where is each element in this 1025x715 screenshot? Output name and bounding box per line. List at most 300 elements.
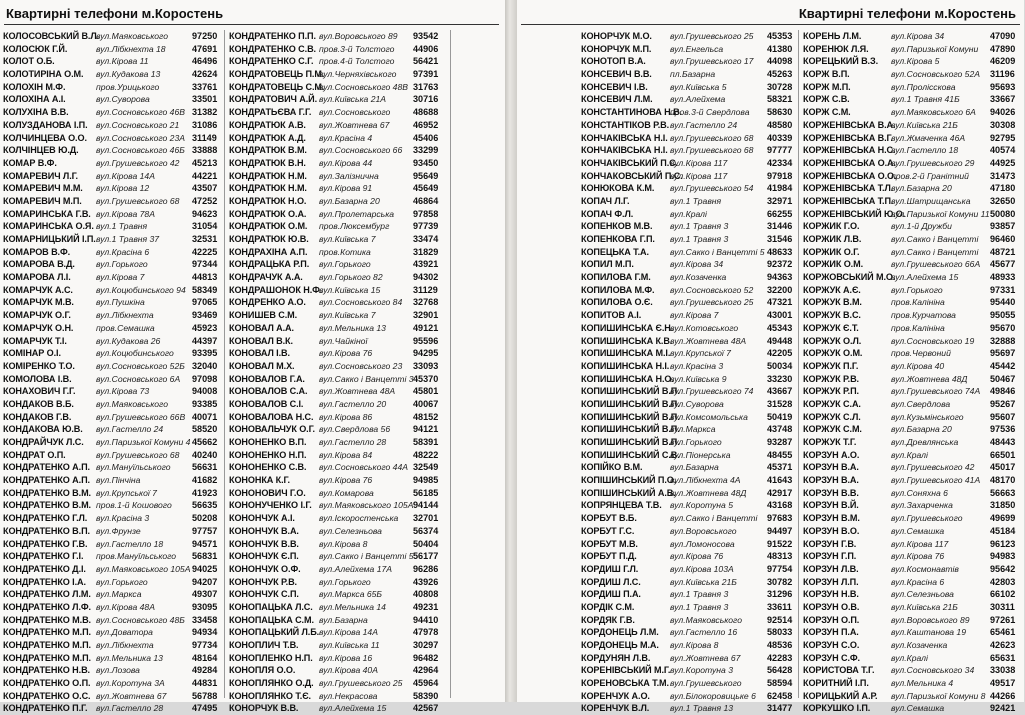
column-divider bbox=[798, 30, 799, 698]
subscriber-address: вул.Воровського bbox=[670, 525, 737, 536]
phone-number: 48455 bbox=[767, 449, 793, 460]
header-rule bbox=[4, 24, 499, 25]
subscriber-name: КОРЗУН Н.В. bbox=[803, 589, 859, 600]
phone-number: 50080 bbox=[990, 208, 1016, 219]
subscriber-name: КОРКУШКО І.П. bbox=[803, 703, 871, 714]
subscriber-name: КОНДРАТЕНКО Г.В. bbox=[3, 538, 88, 549]
subscriber-address: вул.Сакко і Ванцетті bbox=[891, 246, 979, 257]
subscriber-address: вул.Свердлова 56 bbox=[319, 424, 391, 435]
subscriber-name: КОМАРЧУК Т.І. bbox=[3, 335, 67, 346]
subscriber-address: вул.Сосновського bbox=[319, 107, 391, 118]
subscriber-address: вул.Маяковського bbox=[96, 31, 168, 41]
directory-entry bbox=[581, 106, 793, 119]
subscriber-name: КОРБУТ Г.С. bbox=[581, 525, 635, 536]
subscriber-name: КОРЖЕНІВСЬКА В.А. bbox=[803, 119, 896, 130]
subscriber-address: вул.Алейхема 15 bbox=[319, 703, 387, 714]
phone-number: 32200 bbox=[767, 284, 793, 295]
phone-number: 93857 bbox=[990, 221, 1016, 232]
subscriber-name: КОРЗУН О.П. bbox=[803, 614, 860, 625]
phone-number: 44221 bbox=[192, 170, 218, 181]
directory-entry bbox=[581, 284, 793, 297]
subscriber-name: КОНОНУЧЕНКО І.Г. bbox=[229, 500, 312, 511]
directory-entry bbox=[581, 614, 793, 627]
phone-number: 94623 bbox=[192, 208, 218, 219]
directory-entry bbox=[229, 690, 451, 703]
subscriber-address: вул.Кірова 48А bbox=[96, 601, 155, 612]
directory-entry bbox=[229, 677, 451, 690]
subscriber-address: вул.Київська 21Б bbox=[670, 576, 737, 587]
subscriber-name: КОНДРАТЕНКО Г.Л. bbox=[3, 513, 88, 524]
subscriber-name: КОПРЯНЦЕВА Т.В. bbox=[581, 500, 662, 511]
subscriber-address: вул.Кірова 117 bbox=[891, 538, 949, 549]
directory-entry bbox=[803, 550, 1025, 563]
subscriber-address: вул.1 Травня bbox=[96, 221, 148, 232]
subscriber-name: КОРЖЕНІВСЬКА Н.С. bbox=[803, 145, 896, 156]
phone-number: 42964 bbox=[413, 665, 439, 676]
phone-number: 42624 bbox=[192, 69, 218, 80]
subscriber-name: КОПИШИНСЬКА Н.О. bbox=[581, 373, 674, 384]
phone-number: 43921 bbox=[413, 259, 439, 270]
directory-entry bbox=[581, 132, 793, 145]
subscriber-address: вул.Горького bbox=[670, 437, 722, 447]
phone-number: 97739 bbox=[413, 221, 439, 232]
subscriber-name: КОРЕНОВСЬКА Т.М. bbox=[581, 678, 669, 689]
subscriber-name: КОНСТАНТІКОВ Р.В. bbox=[581, 119, 670, 130]
directory-entry bbox=[581, 144, 793, 157]
subscriber-name: КОМАРОВА Л.І. bbox=[3, 272, 71, 283]
directory-entry bbox=[3, 512, 225, 525]
directory-entry bbox=[3, 246, 225, 259]
directory-entry bbox=[803, 182, 1025, 195]
directory-entry bbox=[3, 626, 225, 639]
phone-number: 47180 bbox=[990, 183, 1016, 194]
directory-entry bbox=[229, 170, 451, 183]
subscriber-name: КОРЖУК Є.Т. bbox=[803, 322, 859, 333]
directory-entry bbox=[3, 258, 225, 271]
directory-entry bbox=[581, 170, 793, 183]
phone-number: 93542 bbox=[413, 31, 439, 41]
directory-entry bbox=[3, 347, 225, 360]
directory-entry bbox=[3, 157, 225, 170]
phone-number: 50208 bbox=[192, 513, 218, 524]
subscriber-address: вул.Воровського 89 bbox=[319, 31, 398, 41]
directory-entry bbox=[581, 271, 793, 284]
subscriber-address: вул.Грушевського 74 bbox=[670, 386, 754, 397]
subscriber-address: вул.Паризької Комуни bbox=[891, 43, 979, 54]
phone-number: 58520 bbox=[192, 424, 218, 435]
subscriber-name: КОРЗУН В.В. bbox=[803, 487, 859, 498]
phone-number: 33667 bbox=[990, 94, 1016, 105]
subscriber-name: КОНОТОП В.А. bbox=[581, 56, 646, 67]
directory-entry bbox=[3, 499, 225, 512]
phone-number: 33299 bbox=[413, 145, 439, 156]
subscriber-address: пров.Урицького bbox=[96, 81, 160, 92]
directory-entry bbox=[803, 690, 1025, 703]
subscriber-address: вул.Кірова 40А bbox=[319, 665, 378, 676]
directory-entry bbox=[803, 499, 1025, 512]
subscriber-name: КОРДОНЕЦЬ М.А. bbox=[581, 640, 659, 650]
subscriber-address: вул.Кралі bbox=[891, 652, 928, 663]
phone-number: 58321 bbox=[767, 94, 793, 105]
phone-number: 45353 bbox=[767, 31, 793, 41]
subscriber-address: пров.1-й Кошового bbox=[96, 500, 172, 511]
directory-column bbox=[229, 30, 451, 715]
subscriber-address: вул.Сосновського 23 bbox=[319, 360, 403, 371]
directory-entry bbox=[229, 246, 451, 259]
directory-entry bbox=[803, 360, 1025, 373]
directory-entry bbox=[581, 220, 793, 233]
phone-number: 93287 bbox=[767, 437, 793, 447]
phone-number: 31129 bbox=[413, 284, 438, 295]
phone-number: 32768 bbox=[413, 297, 439, 308]
phone-number: 42283 bbox=[767, 652, 793, 663]
subscriber-name: КОНДРАТЕНКО П.Г. bbox=[3, 703, 88, 714]
subscriber-address: вул.Лібкнехта 18 bbox=[96, 43, 166, 54]
subscriber-name: КОРДІК С.М. bbox=[581, 601, 635, 612]
directory-entry bbox=[581, 538, 793, 551]
subscriber-name: КОПИЛОВА М.Ф. bbox=[581, 284, 655, 295]
phone-number: 46209 bbox=[990, 56, 1016, 67]
subscriber-address: вул.Кірова 34 bbox=[891, 31, 945, 41]
subscriber-name: КОЛОСЮК Г.Й. bbox=[3, 43, 68, 54]
phone-number: 94497 bbox=[767, 525, 793, 536]
subscriber-name: КОНИШЕВ С.М. bbox=[229, 310, 298, 321]
phone-number: 48721 bbox=[990, 246, 1016, 257]
subscriber-address: вул.Сосновського 52Б bbox=[96, 360, 185, 371]
left-page bbox=[0, 0, 505, 714]
subscriber-name: КОРЖУК С.Л. bbox=[803, 411, 861, 422]
subscriber-name: КОНСЕВИЧ І.В. bbox=[581, 81, 648, 92]
subscriber-name: КОНДРЕНКО А.О. bbox=[229, 297, 306, 308]
subscriber-address: вул.Грушевського 54 bbox=[670, 183, 754, 194]
phone-number: 42803 bbox=[990, 576, 1016, 587]
subscriber-address: вул.Сосновського 21 bbox=[96, 119, 180, 130]
directory-entry bbox=[3, 335, 225, 348]
subscriber-address: вул.Комсомольська bbox=[670, 411, 748, 422]
subscriber-name: КОЛОХІНА А.І. bbox=[3, 94, 66, 105]
subscriber-address: вул.Коцюбинського bbox=[96, 348, 174, 359]
phone-number: 42334 bbox=[767, 157, 793, 168]
subscriber-address: вул.Соняхна 6 bbox=[891, 487, 948, 498]
subscriber-address: вул.Ломоносова bbox=[670, 538, 735, 549]
subscriber-name: КОМІРЕНКО Т.О. bbox=[3, 360, 75, 371]
subscriber-name: КОЛОСОВСЬКИЙ В.Л. bbox=[3, 31, 100, 41]
subscriber-address: вул.Горького bbox=[96, 259, 148, 270]
directory-entry bbox=[803, 322, 1025, 335]
subscriber-name: КОНОНЧУК В.А. bbox=[229, 525, 299, 536]
directory-entry bbox=[229, 157, 451, 170]
subscriber-address: вул.Грушевського 17 bbox=[670, 56, 754, 67]
phone-number: 44266 bbox=[990, 690, 1016, 701]
subscriber-name: КОНСЕВИЧ В.В. bbox=[581, 69, 652, 80]
directory-entry bbox=[803, 30, 1025, 43]
directory-entry bbox=[3, 233, 225, 246]
subscriber-address: вул.Кузьмінського bbox=[891, 411, 964, 422]
subscriber-address: вул.Сосновського 46В bbox=[96, 107, 185, 118]
subscriber-address: вул.Сакко і Ванцетті bbox=[670, 513, 758, 524]
directory-entry bbox=[229, 499, 451, 512]
subscriber-address: вул.Сосновського 34 bbox=[891, 665, 975, 676]
subscriber-name: КОЛОТ О.Б. bbox=[3, 56, 55, 67]
directory-entry bbox=[229, 68, 451, 81]
phone-number: 47978 bbox=[413, 627, 439, 638]
directory-entry bbox=[229, 436, 451, 449]
phone-number: 62458 bbox=[767, 690, 793, 701]
phone-number: 56374 bbox=[413, 525, 439, 536]
subscriber-address: вул.Піонерська bbox=[670, 449, 731, 460]
subscriber-name: КОНДРАТЕНКО В.П. bbox=[3, 525, 90, 536]
subscriber-name: КОНДРАТЕНКО О.С. bbox=[3, 690, 91, 701]
phone-number: 44098 bbox=[767, 56, 793, 67]
subscriber-address: вул.Кірова 76 bbox=[319, 475, 373, 486]
subscriber-name: КОПИШИНСЬКИЙ В.П. bbox=[581, 386, 680, 397]
phone-number: 97065 bbox=[192, 297, 218, 308]
phone-number: 31477 bbox=[767, 703, 793, 714]
directory-entry bbox=[229, 30, 451, 43]
subscriber-name: КОРЖЕНІВСЬКА О.А. bbox=[803, 157, 896, 168]
subscriber-name: КОНОНОВИЧ Г.О. bbox=[229, 487, 306, 498]
directory-entry bbox=[803, 68, 1025, 81]
directory-entry bbox=[3, 588, 225, 601]
directory-entry bbox=[229, 652, 451, 665]
subscriber-name: КОНЧАКІВСЬКИЙ П.С. bbox=[581, 157, 679, 168]
phone-number: 96460 bbox=[990, 234, 1016, 244]
subscriber-address: вул.Залізнична bbox=[319, 170, 379, 181]
subscriber-address: вул.Маркса bbox=[670, 424, 716, 435]
phone-number: 49699 bbox=[990, 513, 1016, 524]
directory-entry bbox=[803, 538, 1025, 551]
subscriber-address: вул.Кірова 7 bbox=[96, 272, 145, 283]
subscriber-address: вул.Маркса 65Б bbox=[319, 589, 383, 600]
subscriber-name: КОНОНЧУК О.Ф. bbox=[229, 563, 301, 574]
phone-number: 44813 bbox=[192, 272, 218, 283]
subscriber-name: КОМАРЧУК О.Н. bbox=[3, 322, 74, 333]
phone-number: 65631 bbox=[990, 652, 1016, 663]
subscriber-name: КОМАРИНСЬКА О.Я. bbox=[3, 221, 94, 232]
directory-entry bbox=[581, 373, 793, 386]
subscriber-address: вул.Сосновського 6А bbox=[96, 373, 181, 384]
subscriber-address: вул.Пушкіна bbox=[96, 297, 145, 308]
directory-entry bbox=[581, 702, 793, 715]
phone-number: 46952 bbox=[413, 119, 439, 130]
directory-entry bbox=[229, 271, 451, 284]
directory-entry bbox=[581, 398, 793, 411]
phone-number: 96286 bbox=[413, 563, 439, 574]
phone-number: 45343 bbox=[767, 322, 793, 333]
directory-entry bbox=[803, 411, 1025, 424]
subscriber-name: КОРЖУК Р.В. bbox=[803, 373, 859, 384]
subscriber-name: КОПІШИНСЬКИЙ А.В. bbox=[581, 487, 676, 498]
phone-number: 32971 bbox=[767, 195, 793, 206]
phone-number: 33501 bbox=[192, 94, 218, 105]
subscriber-address: вул.Мануїльського bbox=[96, 462, 171, 473]
subscriber-name: КОНОНЕНКО С.В. bbox=[229, 462, 307, 473]
directory-entry bbox=[229, 233, 451, 246]
subscriber-address: вул.Кралі bbox=[670, 208, 707, 219]
subscriber-address: вул.Коротуна 3А bbox=[96, 678, 165, 689]
directory-entry bbox=[581, 423, 793, 436]
subscriber-address: вул.Мельника 13 bbox=[96, 652, 163, 663]
subscriber-name: КОНДРАТОВИЧ А.Й. bbox=[229, 94, 318, 105]
subscriber-name: КОНДРАТЕНКО М.В. bbox=[3, 614, 91, 625]
phone-number: 56631 bbox=[192, 462, 218, 473]
subscriber-address: вул.Білокоровицьке 6 bbox=[670, 690, 756, 701]
directory-entry bbox=[803, 588, 1025, 601]
phone-number: 56185 bbox=[413, 487, 439, 498]
directory-entry bbox=[3, 563, 225, 576]
subscriber-address: вул.Древлянська bbox=[891, 437, 959, 447]
directory-entry bbox=[3, 309, 225, 322]
subscriber-name: КОНДРАТЮК В.Н. bbox=[229, 157, 306, 168]
directory-entry bbox=[3, 664, 225, 677]
directory-entry bbox=[803, 664, 1025, 677]
phone-number: 92421 bbox=[990, 703, 1016, 714]
phone-number: 94363 bbox=[767, 272, 793, 283]
directory-entry bbox=[803, 43, 1025, 56]
subscriber-address: пров.Червоний bbox=[891, 348, 951, 359]
subscriber-name: КОНДРАТЕНКО П.П. bbox=[229, 31, 316, 41]
phone-number: 43926 bbox=[413, 576, 439, 587]
subscriber-name: КОНОПЛЯНКО О.Д. bbox=[229, 678, 314, 689]
subscriber-name: КОНДРАТЕНКО Л.Ф. bbox=[3, 601, 91, 612]
directory-entry bbox=[803, 347, 1025, 360]
phone-number: 33230 bbox=[767, 373, 793, 384]
subscriber-address: пров.3-й Толстого bbox=[319, 43, 395, 54]
subscriber-name: КОНДРАТЮК В.М. bbox=[229, 145, 307, 156]
directory-entry bbox=[3, 601, 225, 614]
directory-entry bbox=[229, 347, 451, 360]
phone-number: 45213 bbox=[192, 157, 218, 168]
directory-entry bbox=[3, 81, 225, 94]
subscriber-name: КОРБУТ П.Д. bbox=[581, 551, 637, 562]
subscriber-address: вул.Красіна 3 bbox=[670, 360, 724, 371]
phone-number: 94008 bbox=[192, 386, 218, 397]
phone-number: 50467 bbox=[990, 373, 1016, 384]
directory-entry bbox=[3, 296, 225, 309]
directory-entry bbox=[229, 258, 451, 271]
subscriber-address: вул.Кірова 117 bbox=[670, 170, 728, 181]
phone-number: 97536 bbox=[990, 424, 1016, 435]
directory-entry bbox=[229, 81, 451, 94]
subscriber-address: вул.Козаченка bbox=[670, 272, 727, 283]
subscriber-name: КОНОВАЛ В.К. bbox=[229, 335, 293, 346]
directory-entry bbox=[581, 55, 793, 68]
subscriber-address: вул.Воровського 89 bbox=[891, 614, 970, 625]
directory-entry bbox=[229, 55, 451, 68]
subscriber-name: КОНОВАЛОВ С.І. bbox=[229, 398, 304, 409]
phone-number: 32040 bbox=[192, 360, 218, 371]
directory-entry bbox=[803, 195, 1025, 208]
phone-number: 44906 bbox=[413, 43, 439, 54]
directory-entry bbox=[581, 233, 793, 246]
directory-entry bbox=[3, 474, 225, 487]
phone-number: 94026 bbox=[990, 107, 1016, 118]
subscriber-address: вул.Семашка bbox=[891, 703, 945, 714]
phone-number: 58630 bbox=[767, 107, 793, 118]
subscriber-name: КОПИШИНСЬКА М.І. bbox=[581, 348, 671, 359]
phone-number: 97858 bbox=[413, 208, 439, 219]
directory-entry bbox=[3, 576, 225, 589]
directory-entry bbox=[3, 93, 225, 106]
directory-entry bbox=[581, 499, 793, 512]
directory-entry bbox=[3, 690, 225, 703]
phone-number: 33761 bbox=[192, 81, 218, 92]
subscriber-address: вул.Жовтнева 48Д bbox=[670, 487, 747, 498]
directory-entry bbox=[581, 525, 793, 538]
phone-number: 46496 bbox=[192, 56, 218, 67]
phone-number: 33093 bbox=[413, 360, 439, 371]
subscriber-address: вул.Маяковського 105А bbox=[96, 563, 191, 574]
subscriber-name: КОНОНЧУК В.В. bbox=[229, 538, 299, 549]
phone-number: 48536 bbox=[767, 640, 793, 650]
directory-entry bbox=[3, 182, 225, 195]
subscriber-address: вул.Київська 9 bbox=[670, 373, 727, 384]
directory-entry bbox=[3, 677, 225, 690]
subscriber-name: КОНОНЧУК Є.П. bbox=[229, 551, 299, 562]
phone-number: 97250 bbox=[192, 31, 218, 41]
directory-entry bbox=[803, 626, 1025, 639]
subscriber-name: КОРИТНИЙ І.П. bbox=[803, 678, 869, 689]
subscriber-address: вул.Базарна bbox=[670, 462, 719, 473]
directory-entry bbox=[581, 652, 793, 665]
subscriber-name: КОРЗУН С.О. bbox=[803, 640, 860, 650]
directory-entry bbox=[803, 398, 1025, 411]
subscriber-address: вул.Котовського bbox=[670, 322, 739, 333]
subscriber-address: вул.Гастелло 28 bbox=[319, 437, 387, 447]
directory-entry bbox=[581, 43, 793, 56]
phone-number: 97344 bbox=[192, 259, 218, 270]
subscriber-address: вул.Грушевського bbox=[891, 513, 963, 524]
directory-entry bbox=[581, 119, 793, 132]
directory-entry bbox=[803, 246, 1025, 259]
subscriber-name: КОПИШИНСЬКА Є.Н. bbox=[581, 322, 674, 333]
directory-entry bbox=[229, 576, 451, 589]
subscriber-address: вул.Київська 11 bbox=[319, 640, 380, 650]
phone-number: 97777 bbox=[767, 145, 793, 156]
directory-entry bbox=[3, 449, 225, 462]
phone-number: 30308 bbox=[990, 119, 1016, 130]
subscriber-address: вул.Київська 7 bbox=[319, 310, 376, 321]
subscriber-address: вул.Грушевського 25 bbox=[670, 297, 754, 308]
phone-number: 43667 bbox=[767, 386, 793, 397]
directory-entry bbox=[229, 639, 451, 652]
directory-entry bbox=[229, 512, 451, 525]
subscriber-address: вул.Базарна 20 bbox=[891, 424, 952, 435]
subscriber-address: вул.Базарна 20 bbox=[891, 183, 952, 194]
directory-entry bbox=[803, 373, 1025, 386]
subscriber-address: вул.Коротуна 5 bbox=[670, 500, 733, 511]
directory-entry bbox=[803, 335, 1025, 348]
subscriber-address: вул.1 Травня 3 bbox=[670, 234, 729, 244]
subscriber-address: вул.Іскоростенська bbox=[319, 513, 399, 524]
subscriber-address: пров.Курчатова bbox=[891, 310, 956, 321]
phone-number: 49448 bbox=[767, 335, 793, 346]
subscriber-address: вул.Сакко і Ванцетті bbox=[891, 234, 979, 244]
subscriber-address: вул.Сосновського 52А bbox=[891, 69, 980, 80]
phone-number: 49284 bbox=[192, 665, 218, 676]
subscriber-name: КОРЗУН С.Ф. bbox=[803, 652, 860, 663]
subscriber-name: КОПИЛОВА О.Є. bbox=[581, 297, 653, 308]
subscriber-name: КОЛОТИРІНА О.М. bbox=[3, 69, 84, 80]
subscriber-address: пров.Калініна bbox=[891, 297, 945, 308]
subscriber-address: пл.Базарна bbox=[670, 69, 716, 80]
subscriber-name: КОРЖУК П.Г. bbox=[803, 360, 859, 371]
phone-number: 31850 bbox=[990, 500, 1016, 511]
phone-number: 31296 bbox=[767, 589, 793, 600]
subscriber-name: КОНОПЛЕНКО Н.П. bbox=[229, 652, 313, 663]
phone-number: 94983 bbox=[990, 551, 1016, 562]
directory-entry bbox=[229, 664, 451, 677]
